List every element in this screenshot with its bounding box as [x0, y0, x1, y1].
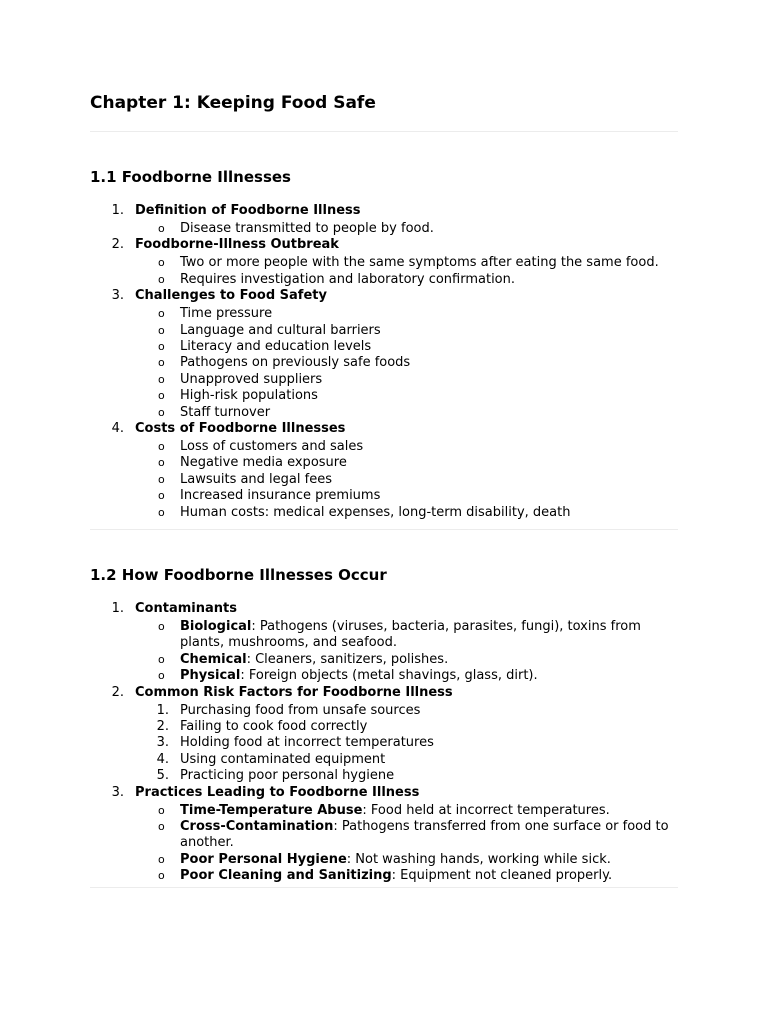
item-heading: Challenges to Food Safety — [135, 288, 327, 304]
bullet-text: Time pressure — [180, 306, 273, 322]
bullet-item — [135, 852, 678, 868]
sublist-text: Using contaminated equipment — [180, 751, 386, 767]
bullet-text: Pathogens on previously safe foods — [180, 355, 411, 371]
sublist-item — [135, 719, 678, 735]
item-heading: Definition of Foodborne Illness — [135, 203, 361, 218]
bullet-text: : Pathogens (viruses, bacteria, parasites, fungi), toxins from plants, mushrooms, and seafood. — [180, 619, 641, 651]
bullet-marker: o — [158, 803, 165, 817]
bullet-term: Time-Temperature Abuse — [180, 802, 363, 818]
list-number: 2. — [111, 237, 124, 253]
sublist-text: Purchasing food from unsafe sources — [180, 702, 421, 718]
bullet-item — [135, 652, 678, 668]
bullet-text: Unapproved suppliers — [180, 371, 323, 387]
item-heading: Costs of Foodborne Illnesses — [135, 421, 346, 437]
bullet-text: : Pathogens transferred from one surface or food to another. — [180, 819, 669, 851]
bullet-item — [135, 619, 678, 652]
list-item-outbreak — [90, 237, 678, 288]
bullet-item — [135, 803, 678, 819]
bullet-text: Human costs: medical expenses, long-term disability, death — [180, 504, 571, 520]
bullet-item — [135, 455, 678, 471]
bullet-marker: o — [158, 222, 165, 235]
chapter-title: Chapter 1: Keeping Food Safe — [90, 93, 376, 113]
bullet-marker: o — [158, 372, 165, 386]
bullet-marker: o — [158, 489, 165, 503]
list-number: 2. — [156, 719, 169, 735]
bullet-marker: o — [158, 505, 165, 519]
bullet-text: Language and cultural barriers — [180, 322, 381, 338]
bullet-text: Two or more people with the same symptoms after eating the same food. — [180, 255, 659, 271]
list-number: 3. — [156, 735, 169, 751]
bullet-item — [135, 439, 678, 455]
bullet-marker: o — [158, 852, 165, 866]
bullet-item — [135, 505, 678, 521]
bullet-marker: o — [158, 869, 165, 883]
bullet-marker: o — [158, 307, 165, 321]
divider-rule — [90, 529, 678, 530]
bullet-term: Chemical — [180, 651, 247, 667]
bullet-item — [135, 323, 678, 339]
bullet-list — [135, 221, 678, 237]
bullet-item — [135, 388, 678, 404]
bullet-item — [135, 306, 678, 322]
divider-rule — [90, 131, 678, 132]
bullet-list — [135, 255, 678, 288]
bullet-marker: o — [158, 323, 165, 337]
bullet-list — [135, 803, 678, 885]
list-number: 4. — [111, 421, 124, 437]
bullet-marker: o — [158, 256, 165, 270]
bullet-list — [135, 306, 678, 421]
bullet-marker: o — [158, 620, 165, 633]
bullet-text: Increased insurance premiums — [180, 488, 381, 504]
sublist-text: Holding food at incorrect temperatures — [180, 735, 434, 751]
bullet-term: Biological — [180, 619, 252, 634]
bullet-marker: o — [158, 472, 165, 486]
bullet-text: : Not washing hands, working while sick. — [346, 851, 611, 867]
bullet-item — [135, 488, 678, 504]
bullet-term: Cross-Contamination — [180, 819, 334, 835]
bullet-text: : Cleaners, sanitizers, polishes. — [246, 651, 449, 667]
numbered-sublist — [135, 703, 678, 785]
bullet-item — [135, 221, 678, 237]
sublist-text: Failing to cook food correctly — [180, 719, 368, 735]
bullet-text: : Food held at incorrect temperatures. — [362, 802, 610, 818]
bullet-text: Loss of customers and sales — [180, 439, 364, 455]
bullet-text: Lawsuits and legal fees — [180, 471, 332, 487]
divider-rule — [90, 887, 678, 888]
sublist-item — [135, 703, 678, 719]
bullet-text: Staff turnover — [180, 404, 271, 420]
bullet-item — [135, 372, 678, 388]
bullet-term: Poor Cleaning and Sanitizing — [180, 868, 392, 884]
bullet-marker: o — [158, 340, 165, 354]
bullet-text: Literacy and education levels — [180, 339, 372, 355]
list-number: 5. — [156, 768, 169, 784]
bullet-item — [135, 868, 678, 884]
bullet-text: : Foreign objects (metal shavings, glass, dirt). — [240, 668, 538, 684]
section-title-1-1: 1.1 Foodborne Illnesses — [90, 168, 291, 186]
bullet-marker: o — [158, 652, 165, 666]
bullet-marker: o — [158, 272, 165, 286]
bullet-term: Physical — [180, 668, 241, 684]
bullet-marker: o — [158, 405, 165, 419]
sublist-text: Practicing poor personal hygiene — [180, 768, 395, 784]
section-1-2-list — [90, 601, 678, 885]
bullet-text: Requires investigation and laboratory confirmation. — [180, 271, 516, 287]
list-number: 2. — [111, 684, 124, 700]
sublist-item — [135, 735, 678, 751]
list-item-contaminants — [90, 601, 678, 685]
list-number: 1. — [111, 601, 124, 616]
bullet-marker: o — [158, 669, 165, 683]
list-item-challenges — [90, 288, 678, 421]
bullet-item — [135, 819, 678, 852]
sublist-item — [135, 752, 678, 768]
bullet-item — [135, 272, 678, 288]
bullet-text: High-risk populations — [180, 388, 318, 404]
bullet-item — [135, 472, 678, 488]
section-title-1-2: 1.2 How Foodborne Illnesses Occur — [90, 566, 387, 584]
item-heading: Contaminants — [135, 601, 237, 616]
list-item-practices — [90, 785, 678, 885]
list-number: 3. — [111, 784, 124, 800]
bullet-text: Disease transmitted to people by food. — [180, 221, 434, 236]
item-heading: Foodborne-Illness Outbreak — [135, 237, 339, 253]
bullet-term: Poor Personal Hygiene — [180, 851, 347, 867]
item-heading: Common Risk Factors for Foodborne Illness — [135, 684, 453, 700]
list-item-definition — [90, 203, 678, 237]
list-item-risk-factors — [90, 685, 678, 785]
bullet-text: : Equipment not cleaned properly. — [391, 868, 613, 884]
bullet-item — [135, 668, 678, 684]
sublist-item — [135, 768, 678, 784]
list-number: 4. — [156, 751, 169, 767]
list-item-costs — [90, 421, 678, 521]
item-heading: Practices Leading to Foodborne Illness — [135, 784, 420, 800]
section-1-1-list — [90, 203, 678, 521]
list-number: 3. — [111, 288, 124, 304]
list-number: 1. — [111, 203, 124, 218]
bullet-item — [135, 405, 678, 421]
bullet-list — [135, 439, 678, 521]
bullet-marker: o — [158, 356, 165, 370]
bullet-text: Negative media exposure — [180, 455, 347, 471]
bullet-list — [135, 619, 678, 685]
bullet-marker: o — [158, 820, 165, 834]
list-number: 1. — [156, 702, 169, 718]
bullet-marker: o — [158, 456, 165, 470]
bullet-item — [135, 339, 678, 355]
bullet-marker: o — [158, 440, 165, 454]
bullet-item — [135, 255, 678, 271]
bullet-item — [135, 355, 678, 371]
bullet-marker: o — [158, 389, 165, 403]
